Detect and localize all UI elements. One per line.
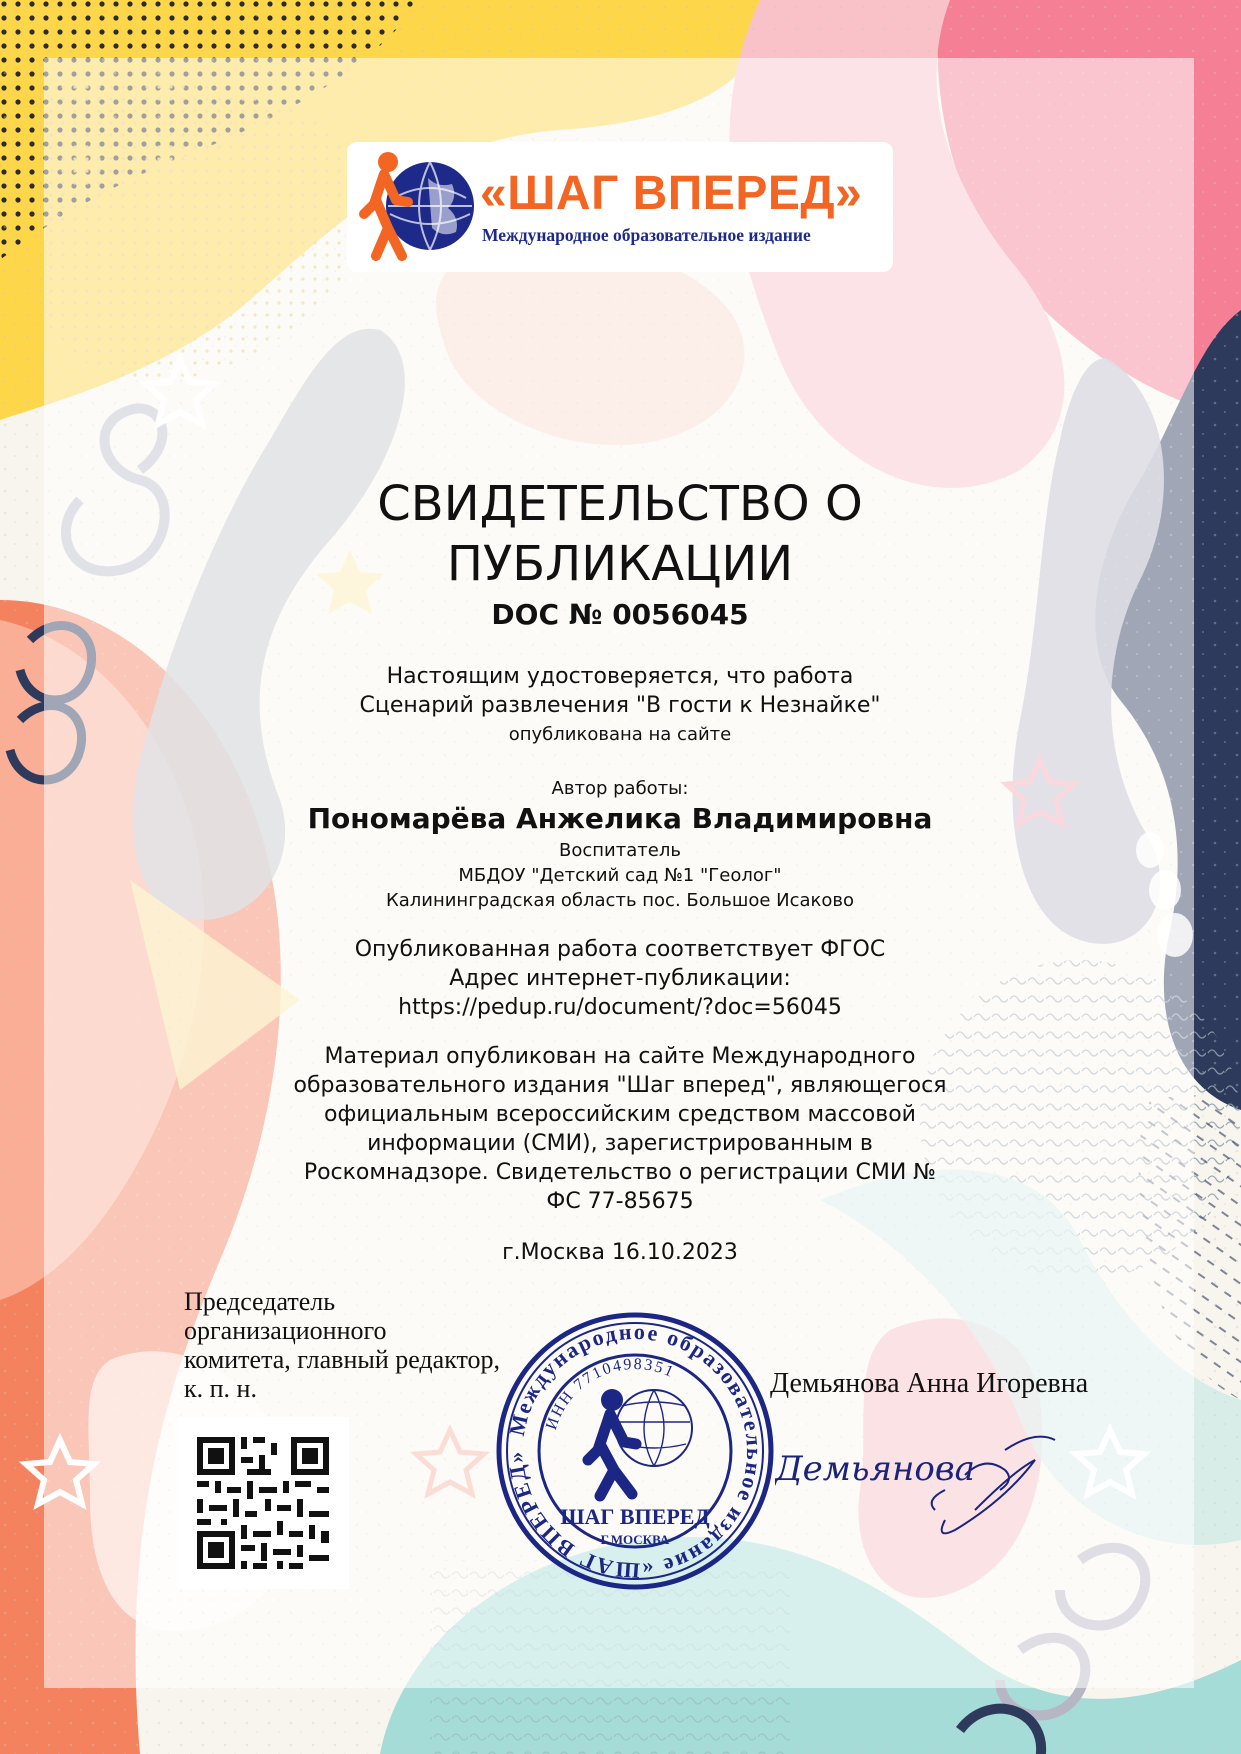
author-label: Автор работы: (551, 778, 689, 799)
stamp-seal-icon (494, 1310, 776, 1592)
publication-url: https://pedup.ru/document/?doc=56045 (398, 995, 842, 1020)
svg-text:ИНН 7710498351: ИНН 7710498351 (542, 1355, 678, 1432)
svg-text:Международное образовательное: Международное образовательное издание «ШАГ ВПЕРЕД» (502, 1318, 768, 1584)
fgos-note: Опубликованная работа соответствует ФГОС (354, 937, 886, 962)
logo-title: «ШАГ ВПЕРЕД» (480, 167, 863, 220)
statement-line: образовательного издания "Шаг вперед", являющегося (293, 1073, 947, 1098)
handwritten-signature (775, 1420, 1075, 1540)
registration-statement (240, 1042, 1000, 1216)
work-title: Сценарий развлечения "В гости к Незнайке" (359, 693, 881, 718)
signatory-name: Демьянова Анна Игоревна (770, 1368, 1089, 1399)
title-line-2: ПУБЛИКАЦИИ (446, 536, 794, 592)
statement-line: Материал опубликован на сайте Международного (324, 1044, 916, 1069)
svg-text:ШАГ ВПЕРЕД: ШАГ ВПЕРЕД (560, 1504, 710, 1529)
statement-line: информации (СМИ), зарегистрированным в (367, 1131, 873, 1156)
author-location: Калининградская область пос. Большое Исаково (385, 890, 855, 911)
statement-line: ФС 77-85675 (546, 1189, 694, 1214)
address-label: Адрес интернет-публикации: (449, 966, 791, 991)
signatory-title-line: к. п. н. (184, 1374, 257, 1403)
qr-code-icon (177, 1417, 349, 1589)
signatory-title-line: комитета, главный редактор, (184, 1345, 501, 1374)
statement-line: официальным всероссийским средством массовой (324, 1102, 916, 1127)
svg-text:Г.МОСКВА: Г.МОСКВА (600, 1532, 670, 1547)
signatory-title-line: Председатель (184, 1287, 336, 1316)
published-note: опубликована на сайте (508, 724, 732, 745)
place-date: г.Москва 16.10.2023 (502, 1240, 738, 1265)
intro-text: Настоящим удостоверяется, что работа (386, 664, 854, 689)
logo-subtitle: Международное образовательное издание (482, 225, 811, 245)
certificate-title (220, 474, 1020, 604)
walking-person-globe-icon (358, 148, 478, 266)
doc-number: DOC № 0056045 (491, 598, 749, 631)
title-line-1: СВИДЕТЕЛЬСТВО О (377, 476, 863, 532)
svg-text:Демьянова: Демьянова (775, 1449, 975, 1489)
author-name: Пономарёва Анжелика Владимировна (307, 802, 933, 835)
statement-line: Роскомнадзоре. Свидетельство о регистрации СМИ № (303, 1160, 937, 1185)
author-organization: МБДОУ "Детский сад №1 "Геолог" (458, 865, 782, 886)
author-position: Воспитатель (559, 840, 681, 861)
signatory-title-line: организационного (184, 1316, 387, 1345)
certificate-body (220, 664, 1020, 1064)
